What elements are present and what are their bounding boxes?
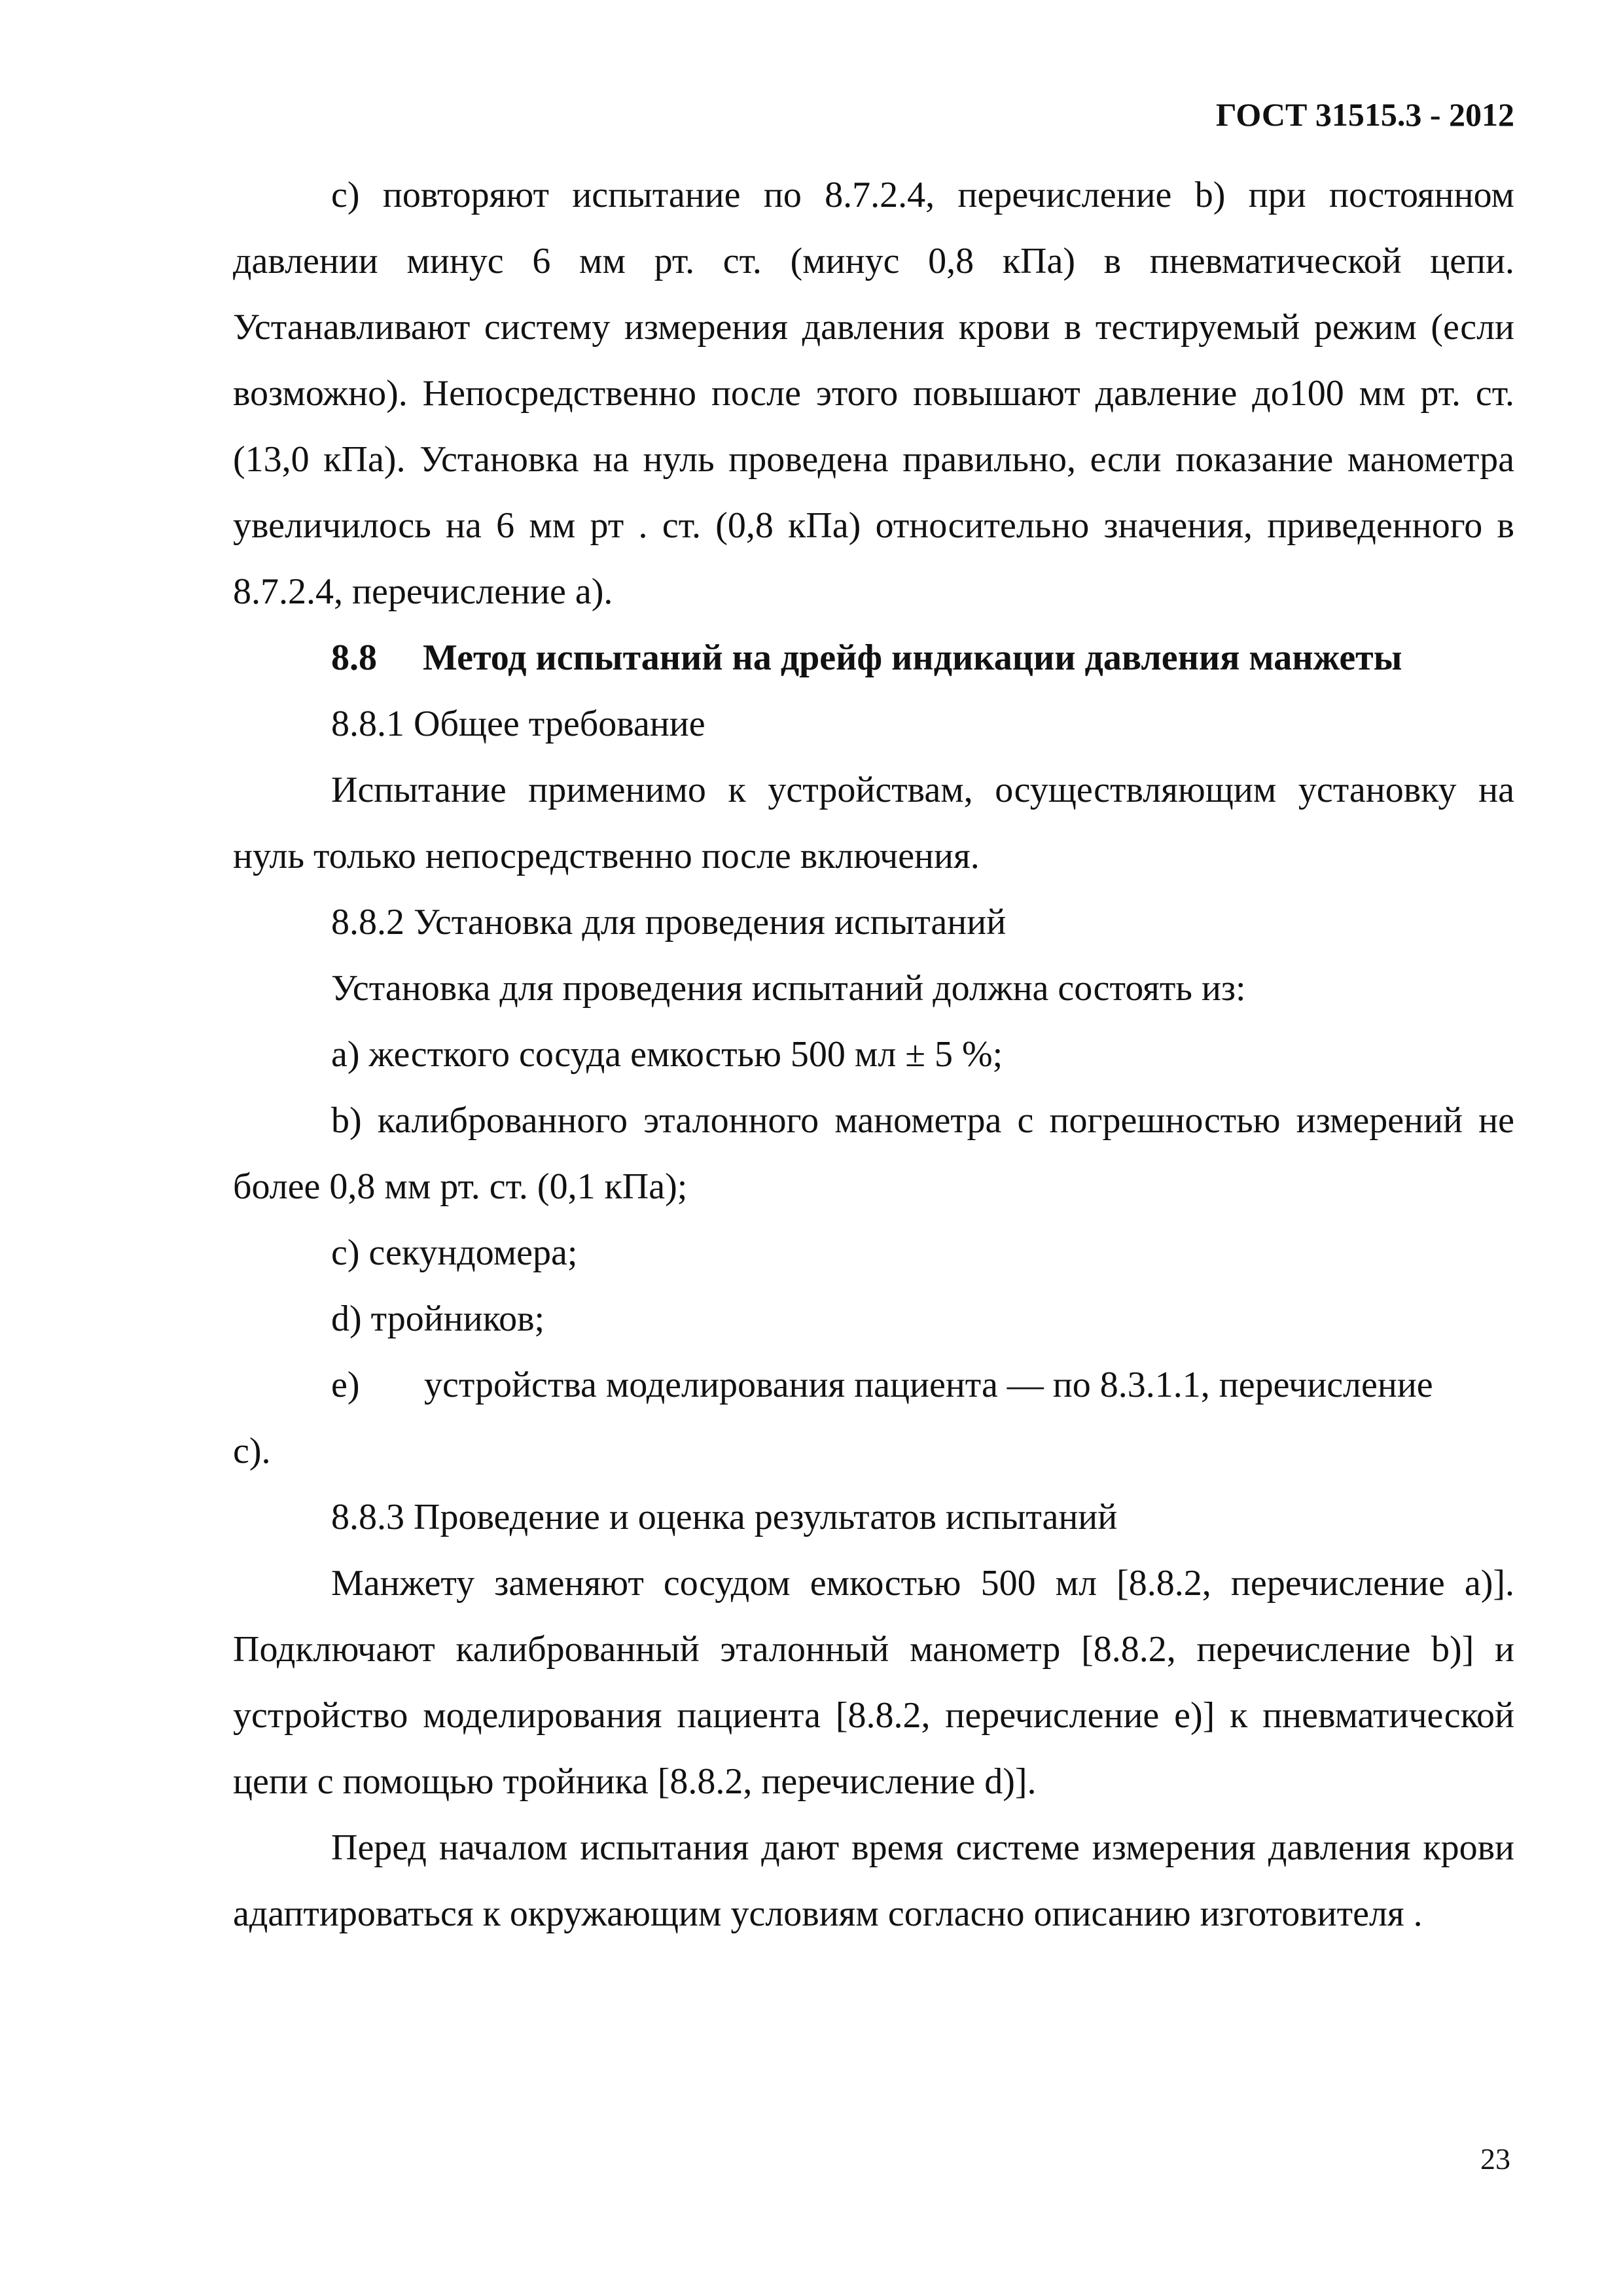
section-title: Метод испытаний на дрейф индикации давления манжеты — [423, 637, 1402, 678]
subsection-8-8-2: 8.8.2 Установка для проведения испытаний — [331, 902, 1007, 942]
document-header: ГОСТ 31515.3 - 2012 — [1215, 96, 1514, 133]
document-body — [233, 162, 1514, 1947]
list-item-b: b) калиброванного эталонного манометра с погрешностью измерений не более 0,8 мм рт. ст. (0,1 кПа); — [233, 1100, 1514, 1207]
subsection-8-8-1: 8.8.1 Общее требование — [331, 704, 705, 744]
subsection-8-8-3: 8.8.3 Проведение и оценка результатов испытаний — [331, 1497, 1118, 1537]
section-number: 8.8 — [331, 637, 377, 678]
paragraph-applicability: Испытание применимо к устройствам, осуществляющим установку на нуль только непосредственно после включения. — [233, 770, 1514, 876]
list-item-e-text: устройства моделирования пациента — по 8.3.1.1, перечисление — [424, 1365, 1433, 1405]
list-item-c: с) секундомера; — [331, 1232, 578, 1273]
paragraph-procedure: Манжету заменяют сосудом емкостью 500 мл [8.8.2, перечисление а)]. Подключают калиброванный эталонный манометр [8.8.2, перечисление b)] и устройство моделирования пациента [8.8.2, перечисление е)] к пневматической цепи с помощью тройника [8.8.2, перечисление d)]. — [233, 1563, 1514, 1802]
list-item-d: d) тройников; — [331, 1299, 545, 1339]
paragraph-adaptation: Перед началом испытания дают время системе измерения давления крови адаптироваться к окружающим условиям согласно описанию изготовителя . — [233, 1827, 1514, 1934]
page-number: 23 — [1480, 2142, 1510, 2176]
list-item-a: а) жесткого сосуда емкостью 500 мл ± 5 %; — [331, 1034, 1003, 1075]
section-heading-8-8 — [233, 625, 1514, 691]
list-item-e-continuation: с). — [233, 1431, 271, 1471]
paragraph-item-c-cont: с) повторяют испытание по 8.7.2.4, перечисление b) при постоянном давлении минус 6 мм рт. ст. (минус 0,8 кПа) в пневматической цепи. Устанавливают систему измерения давления крови в тестируемый режим (если возможно). Непосредственно после этого повышают давление до100 мм рт. ст. (13,0 кПа). Установка на нуль проведена правильно, если показание манометра увеличилось на 6 мм рт . ст. (0,8 кПа) относительно значения, приведенного в 8.7.2.4, перечисление а). — [233, 175, 1514, 612]
list-item-e — [233, 1352, 1514, 1418]
paragraph-setup-intro: Установка для проведения испытаний должна состоять из: — [331, 968, 1246, 1009]
list-item-e-marker: е) — [331, 1365, 360, 1405]
